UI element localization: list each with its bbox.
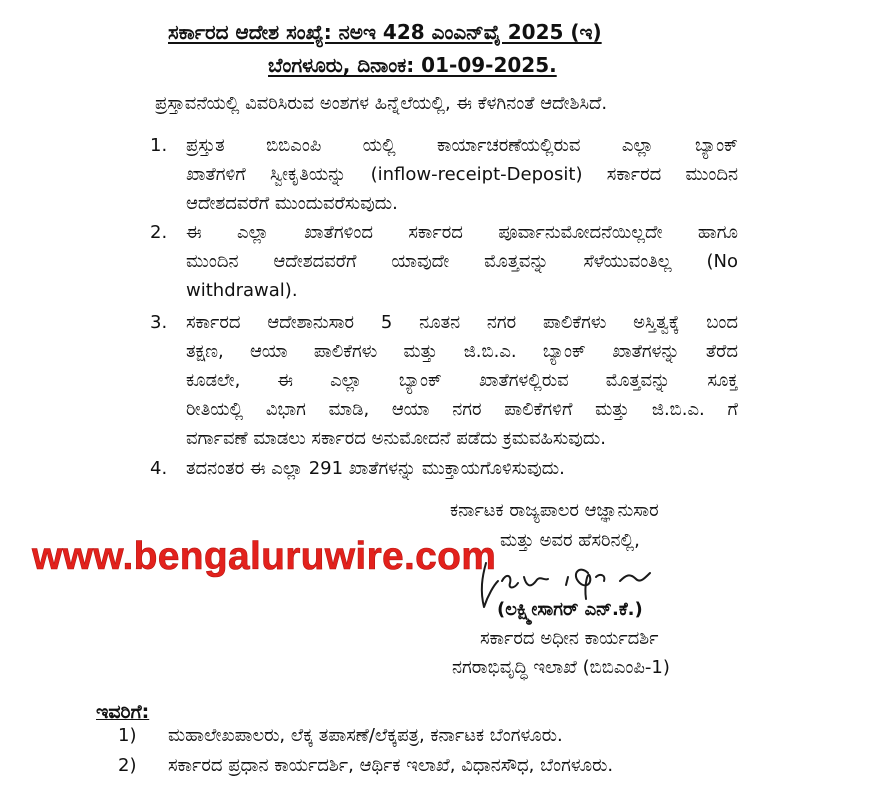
order-number-heading: ಸರ್ಕಾರದ ಆದೇಶ ಸಂಖ್ಯೆ: ನಅಇ 428 ಎಂಎನ್‌ವೈ 2025 (ಇ): [168, 20, 602, 44]
item-line: ರೀತಿಯಲ್ಲಿ ವಿಭಾಗ ಮಾಡಿ, ಆಯಾ ನಗರ ಪಾಲಿಕೆಗಳಿಗೆ ಮತ್ತು ಜಿ.ಬಿ.ಎ. ಗೆ: [186, 399, 738, 420]
item-line: ಕೂಡಲೇ, ಈ ಎಲ್ಲಾ ಬ್ಯಾಂಕ್ ಖಾತೆಗಳಲ್ಲಿರುವ ಮೊತ್ತವನ್ನು ಸೂಕ್ತ: [186, 370, 738, 391]
recipients-heading: ಇವರಿಗೆ:: [96, 701, 150, 723]
preamble-text: ಪ್ರಸ್ತಾವನೆಯಲ್ಲಿ ವಿವರಿಸಿರುವ ಅಂಶಗಳ ಹಿನ್ನೆಲೆಯಲ್ಲಿ, ಈ ಕೆಳಗಿನಂತೆ ಆದೇಶಿಸಿದೆ.: [155, 93, 608, 114]
item-number: 4.: [150, 458, 168, 479]
item-line: ಆದೇಶದವರೆಗೆ ಮುಂದುವರೆಸುವುದು.: [186, 193, 398, 214]
item-line: ವರ್ಗಾವಣೆ ಮಾಡಲು ಸರ್ಕಾರದ ಅನುಮೋದನೆ ಪಡೆದು ಕ್ರಮವಹಿಸುವುದು.: [186, 428, 606, 449]
signatory-designation: ಸರ್ಕಾರದ ಅಧೀನ ಕಾರ್ಯದರ್ಶಿ: [480, 628, 659, 649]
item-number: 2.: [150, 222, 168, 243]
item-line: ತಕ್ಷಣ, ಆಯಾ ಪಾಲಿಕೆಗಳು ಮತ್ತು ಜಿ.ಬಿ.ಎ. ಬ್ಯಾಂಕ್ ಖಾತೆಗಳನ್ನು ತೆರೆದ: [186, 341, 738, 362]
signatory-name: (ಲಕ್ಷ್ಮೀಸಾಗರ್ ಎನ್.ಕೆ.): [497, 599, 643, 620]
item-line: ಪ್ರಸ್ತುತ ಬಿಬಿಎಂಪಿ ಯಲ್ಲಿ ಕಾರ್ಯಾಚರಣೆಯಲ್ಲಿರುವ ಎಲ್ಲಾ ಬ್ಯಾಂಕ್: [186, 135, 738, 156]
signatory-department: ನಗರಾಭಿವೃದ್ಧಿ ಇಲಾಖೆ (ಬಿಬಿಎಂಪಿ-1): [452, 657, 670, 678]
item-number: 3.: [150, 312, 168, 333]
item-line: ಖಾತೆಗಳಿಗೆ ಸ್ವೀಕೃತಿಯನ್ನು (inflow-receipt-Deposit) ಸರ್ಕಾರದ ಮುಂದಿನ: [186, 164, 738, 185]
recipient-number: 1): [118, 725, 137, 746]
recipient-number: 2): [118, 755, 137, 776]
item-line: ತದನಂತರ ಈ ಎಲ್ಲಾ 291 ಖಾತೆಗಳನ್ನು ಮುಕ್ತಾಯಗೊಳಿಸುವುದು.: [186, 458, 565, 479]
item-line: ಮುಂದಿನ ಆದೇಶದವರೆಗೆ ಯಾವುದೇ ಮೊತ್ತವನ್ನು ಸೆಳೆಯುವಂತಿಲ್ಲ (No: [186, 251, 738, 272]
recipient-text: ಸರ್ಕಾರದ ಪ್ರಧಾನ ಕಾರ್ಯದರ್ಶಿ, ಆರ್ಥಿಕ ಇಲಾಖೆ, ವಿಧಾನಸೌಧ, ಬೆಂಗಳೂರು.: [168, 755, 614, 776]
authority-line: ಮತ್ತು ಅವರ ಹೆಸರಿನಲ್ಲಿ,: [500, 530, 640, 551]
recipient-text: ಮಹಾಲೇಖಪಾಲರು, ಲೆಕ್ಕ ತಪಾಸಣೆ/ಲೆಕ್ಕಪತ್ರ, ಕರ್ನಾಟಕ ಬೆಂಗಳೂರು.: [168, 725, 563, 746]
item-line: ಈ ಎಲ್ಲಾ ಖಾತೆಗಳಿಂದ ಸರ್ಕಾರದ ಪೂರ್ವಾನುಮೋದನೆಯಿಲ್ಲದೇ ಹಾಗೂ: [186, 222, 738, 243]
item-line: withdrawal).: [186, 280, 298, 301]
website-watermark: www.bengaluruwire.com: [32, 535, 497, 578]
place-date-heading: ಬೆಂಗಳೂರು, ದಿನಾಂಕ: 01-09-2025.: [268, 53, 557, 77]
item-line: ಸರ್ಕಾರದ ಆದೇಶಾನುಸಾರ 5 ನೂತನ ನಗರ ಪಾಲಿಕೆಗಳು ಅಸ್ತಿತ್ವಕ್ಕೆ ಬಂದ: [186, 312, 738, 333]
item-number: 1.: [150, 135, 168, 156]
authority-line: ಕರ್ನಾಟಕ ರಾಜ್ಯಪಾಲರ ಆಜ್ಞಾನುಸಾರ: [450, 500, 659, 521]
